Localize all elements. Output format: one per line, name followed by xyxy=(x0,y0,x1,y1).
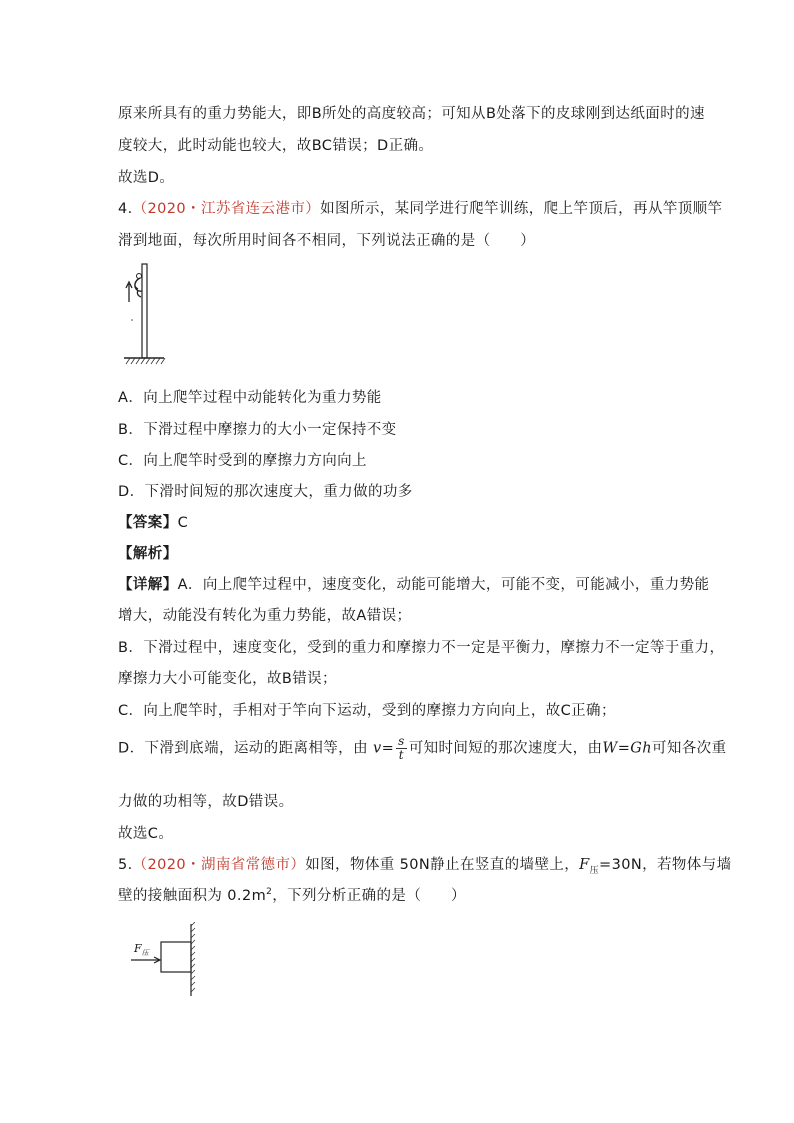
figure-force-label xyxy=(134,942,149,958)
answer-line xyxy=(118,511,188,532)
formula-v: v xyxy=(372,740,382,757)
explanation-text: A．向上爬竿过程中，速度变化，动能可能增大，可能不变，可能减小，重力势能 xyxy=(177,577,710,593)
force-subscript: 压 xyxy=(589,865,600,876)
question-text: 壁的接触面积为 0.2m xyxy=(118,888,267,904)
answer-label: 【答案】 xyxy=(118,515,178,531)
explanation-a-cont: 增大，动能没有转化为重力势能，故A错误； xyxy=(118,608,412,624)
question-text: 如图，物体重 50N静止在竖直的墙壁上， xyxy=(305,857,580,873)
question-5-stem-cont xyxy=(118,884,466,905)
question-number: 4. xyxy=(118,201,133,217)
detail-label: 【详解】 xyxy=(118,577,178,593)
force-symbol: F xyxy=(579,857,590,873)
explanation-d-cont: 力做的功相等，故D错误。 xyxy=(118,794,294,810)
question-text: ，下列分析正确的是（ ） xyxy=(272,888,466,904)
question-source: （2020・湖南省常德市） xyxy=(132,857,306,873)
wall-figure xyxy=(125,922,205,998)
explanation-c: C．向上爬竿时，手相对于竿向下运动，受到的摩擦力方向向上，故C正确； xyxy=(118,703,616,719)
explanation-text: 可知时间短的那次速度大，由 xyxy=(408,740,603,757)
question-4-stem-cont: 滑到地面，每次所用时间各不相同，下列说法正确的是（ ） xyxy=(118,233,536,249)
unit-superscript: 2 xyxy=(266,887,273,898)
text-line: 原来所具有的重力势能大，即B所处的高度较高；可知从B处落下的皮球刚到达纸面时的速 xyxy=(118,106,705,122)
explanation-text: D．下滑到底端，运动的距离相等，由 xyxy=(118,740,368,757)
explanation-b: B．下滑过程中，速度变化，受到的重力和摩擦力不一定是平衡力，摩擦力不一定等于重力， xyxy=(118,640,725,656)
formula-fraction xyxy=(396,735,407,762)
option-c: C．向上爬竿时受到的摩擦力方向向上 xyxy=(118,453,367,469)
formula-eq: = xyxy=(381,740,395,757)
explanation-d xyxy=(118,735,726,762)
question-number: 5. xyxy=(118,857,133,873)
text-line: 故选D。 xyxy=(118,170,175,186)
pole-climbing-figure xyxy=(120,258,170,368)
fraction-numerator: s xyxy=(398,734,405,748)
option-d: D．下滑时间短的那次速度大，重力做的功多 xyxy=(118,484,413,500)
analysis-label: 【解析】 xyxy=(118,546,178,562)
formula-work: W=Gh xyxy=(602,740,652,757)
question-4-stem xyxy=(118,197,722,218)
explanation-text: 可知各次重 xyxy=(651,740,727,757)
explanation-a xyxy=(118,573,709,594)
figure-force-symbol: F xyxy=(134,942,142,955)
figure-force-subscript: 压 xyxy=(141,949,149,958)
option-b: B．下滑过程中摩擦力的大小一定保持不变 xyxy=(118,422,397,438)
option-a: A．向上爬竿过程中动能转化为重力势能 xyxy=(118,390,382,406)
question-source: （2020・江苏省连云港市） xyxy=(132,201,321,217)
explanation-b-cont: 摩擦力大小可能变化，故B错误； xyxy=(118,671,337,687)
question-text: 如图所示，某同学进行爬竿训练，爬上竿顶后，再从竿顶顺竿 xyxy=(320,201,723,217)
fraction-denominator: t xyxy=(398,748,405,762)
conclusion: 故选C。 xyxy=(118,826,174,842)
question-text: =30N，若物体与墙 xyxy=(599,857,732,873)
question-5-stem xyxy=(118,853,731,876)
answer-value: C xyxy=(177,515,189,531)
text-line: 度较大，此时动能也较大，故BC错误；D正确。 xyxy=(118,138,434,154)
